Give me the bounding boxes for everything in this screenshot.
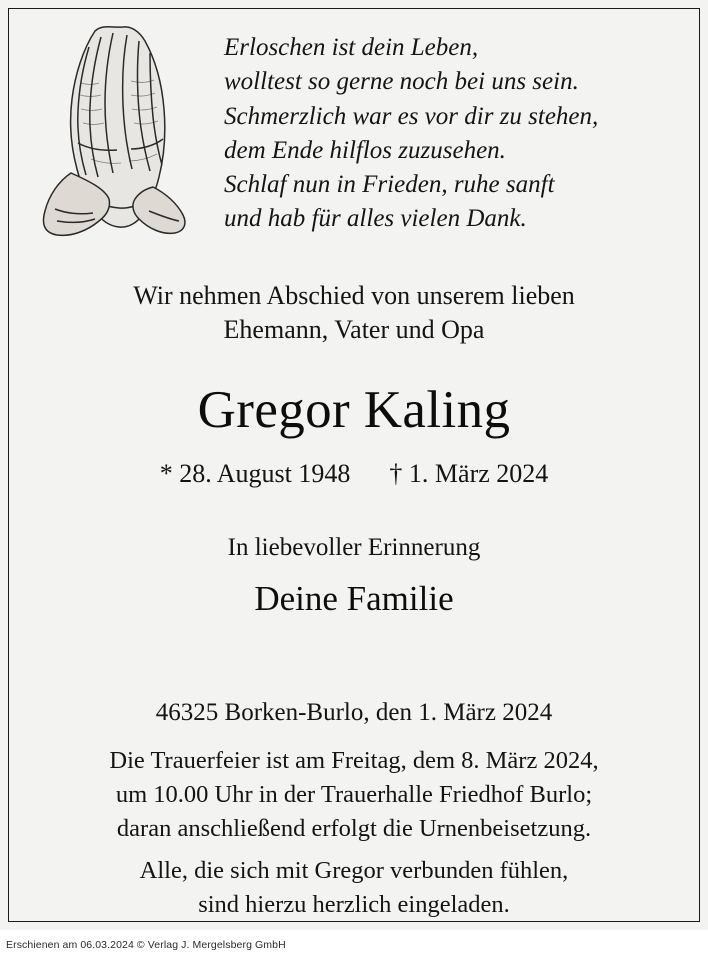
publication-footer [0,930,708,960]
ceremony-line: daran anschließend erfolgt die Urnenbeisetzung. [116,814,592,842]
praying-hands-icon [31,23,211,238]
life-dates [9,459,699,489]
poem-line: Schmerzlich war es vor dir zu stehen, [224,102,599,130]
death-date: † 1. März 2024 [389,459,549,488]
publication-footer-text: Erschienen am 06.03.2024 © Verlag J. Mergelsberg GmbH [6,939,286,951]
invitation-line: sind hierzu herzlich eingeladen. [198,890,510,918]
intro-line: Ehemann, Vater und Opa [223,315,485,345]
deceased-name: Gregor Kaling [197,381,511,439]
invitation-line: Alle, die sich mit Gregor verbunden fühlen, [139,857,569,884]
poem-line: wolltest so gerne noch bei uns sein. [224,68,579,96]
farewell-intro [9,279,699,348]
poem-line: Schlaf nun in Frieden, ruhe sanft [224,171,555,198]
poem-line: und hab für alles vielen Dank. [224,205,527,233]
poem-verse [224,31,684,237]
invitation-text [9,854,699,922]
ceremony-details [9,744,699,845]
poem-line: dem Ende hilflos zuzusehen. [224,136,506,164]
obituary-card-border [8,8,700,922]
place-and-date: 46325 Borken-Burlo, den 1. März 2024 [155,699,553,726]
birth-date: * 28. August 1948 [159,459,351,488]
ceremony-line: um 10.00 Uhr in der Trauerhalle Friedhof Burlo; [115,780,593,808]
family-signature: Deine Familie [254,579,454,618]
poem-line: Erloschen ist dein Leben, [224,34,479,61]
memory-text: In liebevoller Erinnerung [227,534,481,561]
intro-line: Wir nehmen Abschied von unserem lieben [133,281,575,310]
ceremony-line: Die Trauerfeier ist am Freitag, dem 8. März 2024, [109,747,599,774]
